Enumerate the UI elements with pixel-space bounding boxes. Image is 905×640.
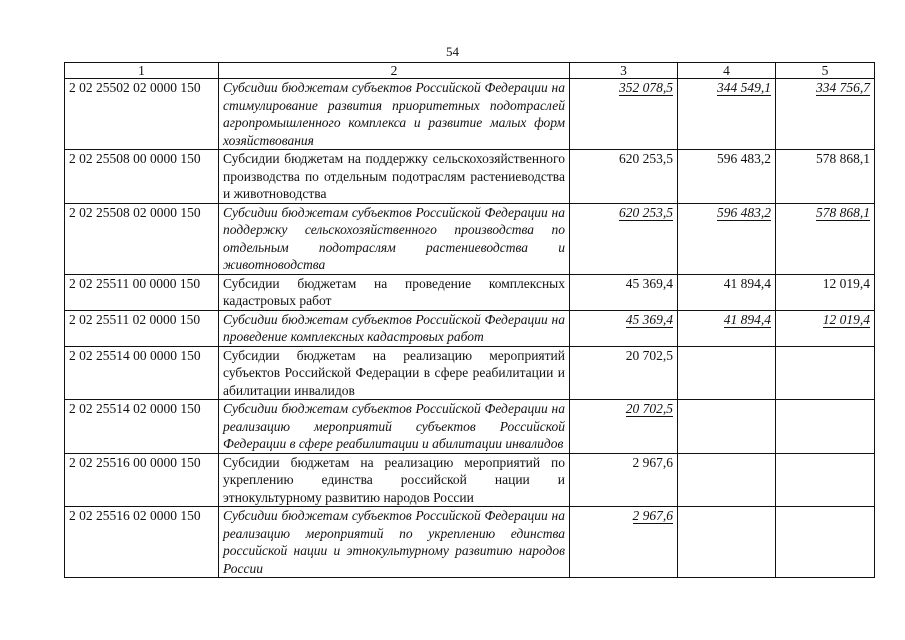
cell-value-5 — [776, 203, 875, 274]
cell-name: Субсидии бюджетам субъектов Российской Федерации на поддержку сельскохозяйственного производства по отдельным подотраслям растениеводства и животноводства — [219, 203, 570, 274]
cell-code: 2 02 25508 00 0000 150 — [65, 150, 219, 204]
cell-value-4 — [678, 274, 776, 310]
table-row — [65, 507, 875, 578]
cell-code: 2 02 25516 00 0000 150 — [65, 453, 219, 507]
table-row — [65, 274, 875, 310]
cell-code: 2 02 25502 02 0000 150 — [65, 79, 219, 150]
value-text: 352 078,5 — [619, 80, 673, 95]
cell-value-4 — [678, 203, 776, 274]
table-row — [65, 79, 875, 150]
cell-value-3 — [570, 203, 678, 274]
col-header-5: 5 — [776, 63, 875, 79]
cell-value-5 — [776, 274, 875, 310]
cell-code: 2 02 25514 02 0000 150 — [65, 400, 219, 454]
value-text: 45 369,4 — [625, 311, 673, 327]
cell-code: 2 02 25516 02 0000 150 — [65, 507, 219, 578]
table-row — [65, 400, 875, 454]
cell-code: 2 02 25514 00 0000 150 — [65, 346, 219, 400]
cell-code: 2 02 25511 02 0000 150 — [65, 310, 219, 346]
value-text: 578 868,1 — [816, 151, 870, 166]
value-text: 41 894,4 — [723, 311, 771, 327]
cell-value-3 — [570, 453, 678, 507]
cell-name: Субсидии бюджетам на реализацию мероприятий субъектов Российской Федерации в сфере реабилитации и абилитации инвалидов — [219, 346, 570, 400]
cell-code: 2 02 25511 00 0000 150 — [65, 274, 219, 310]
table-row — [65, 346, 875, 400]
value-text: 2 967,6 — [632, 454, 673, 470]
cell-name: Субсидии бюджетам на поддержку сельскохозяйственного производства по отдельным подотраслям растениеводства и животноводства — [219, 150, 570, 204]
table-row — [65, 310, 875, 346]
cell-value-3 — [570, 274, 678, 310]
cell-value-3 — [570, 507, 678, 578]
budget-table — [64, 62, 875, 578]
cell-value-5 — [776, 453, 875, 507]
table-row — [65, 150, 875, 204]
value-text: 620 253,5 — [619, 204, 673, 220]
cell-value-5 — [776, 507, 875, 578]
header-row — [65, 63, 875, 79]
value-text: 596 483,2 — [717, 204, 771, 220]
cell-value-3 — [570, 346, 678, 400]
cell-value-5 — [776, 346, 875, 400]
cell-value-5 — [776, 150, 875, 204]
table-row — [65, 453, 875, 507]
value-text: 12 019,4 — [822, 311, 870, 327]
cell-value-3 — [570, 400, 678, 454]
cell-value-4 — [678, 453, 776, 507]
col-header-1: 1 — [65, 63, 219, 79]
value-text: 344 549,1 — [717, 80, 771, 95]
cell-name: Субсидии бюджетам субъектов Российской Федерации на стимулирование развития приоритетных подотраслей агропромышленного комплекса и развитие малых форм хозяйствования — [219, 79, 570, 150]
cell-value-5 — [776, 310, 875, 346]
value-text: 41 894,4 — [723, 275, 771, 291]
value-text: 2 967,6 — [632, 508, 673, 523]
cell-value-4 — [678, 507, 776, 578]
col-header-2: 2 — [219, 63, 570, 79]
cell-value-4 — [678, 79, 776, 150]
cell-value-4 — [678, 150, 776, 204]
cell-name: Субсидии бюджетам субъектов Российской Федерации на реализацию мероприятий субъектов Российской Федерации в сфере реабилитации и абилитации инвалидов — [219, 400, 570, 454]
cell-value-4 — [678, 346, 776, 400]
col-header-3: 3 — [570, 63, 678, 79]
col-header-4: 4 — [678, 63, 776, 79]
cell-value-4 — [678, 400, 776, 454]
cell-value-3 — [570, 310, 678, 346]
value-text: 620 253,5 — [619, 151, 673, 166]
cell-value-5 — [776, 400, 875, 454]
value-text: 578 868,1 — [816, 204, 870, 220]
cell-name: Субсидии бюджетам на реализацию мероприятий по укреплению единства российской нации и этнокультурному развитию народов России — [219, 453, 570, 507]
page-number: 54 — [446, 44, 459, 59]
value-text: 12 019,4 — [822, 275, 870, 291]
cell-value-4 — [678, 310, 776, 346]
table-row — [65, 203, 875, 274]
value-text: 334 756,7 — [816, 80, 870, 95]
cell-value-3 — [570, 150, 678, 204]
cell-name: Субсидии бюджетам на проведение комплексных кадастровых работ — [219, 274, 570, 310]
cell-value-5 — [776, 79, 875, 150]
value-text: 45 369,4 — [625, 275, 673, 291]
cell-value-3 — [570, 79, 678, 150]
value-text: 596 483,2 — [717, 151, 771, 166]
cell-name: Субсидии бюджетам субъектов Российской Федерации на реализацию мероприятий по укреплению единства российской нации и этнокультурному развитию народов России — [219, 507, 570, 578]
value-text: 20 702,5 — [625, 347, 673, 363]
value-text: 20 702,5 — [625, 401, 673, 416]
cell-name: Субсидии бюджетам субъектов Российской Федерации на проведение комплексных кадастровых работ — [219, 310, 570, 346]
cell-code: 2 02 25508 02 0000 150 — [65, 203, 219, 274]
